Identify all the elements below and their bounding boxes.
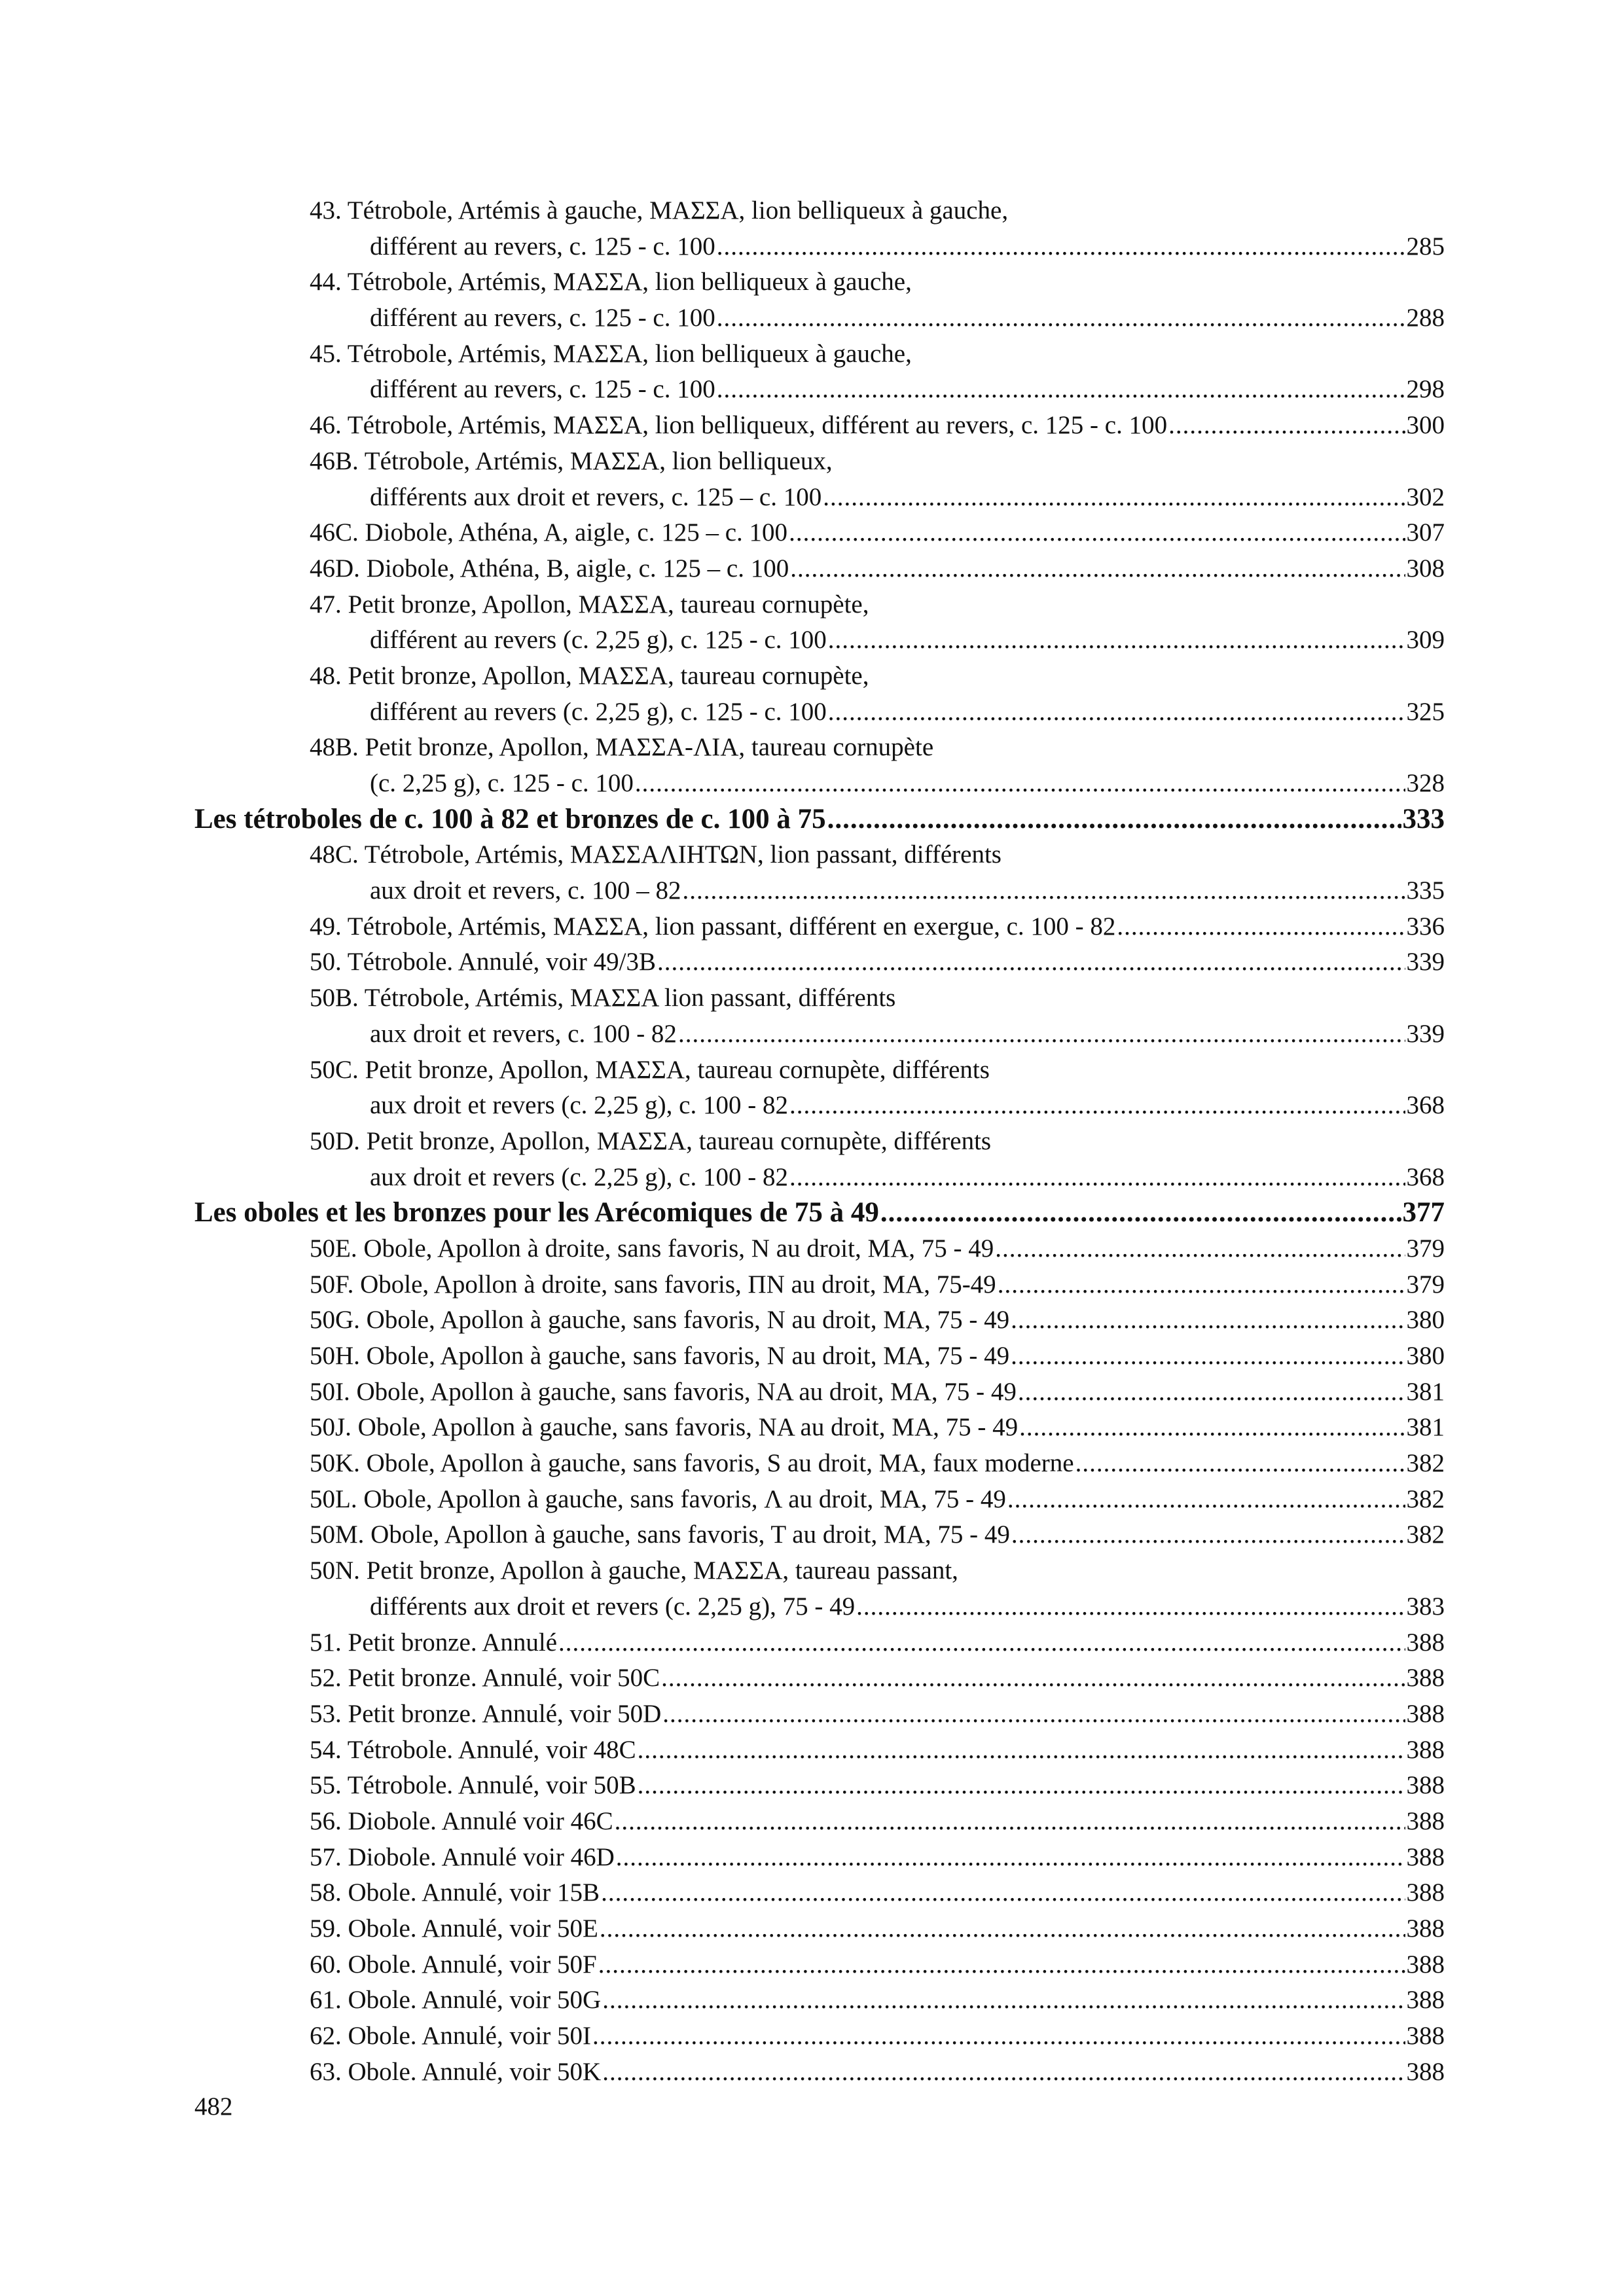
toc-entry-line	[310, 1410, 1445, 1446]
toc-entry	[194, 1625, 1445, 1661]
toc-entry-line	[370, 229, 1445, 265]
toc-entry	[194, 1517, 1445, 1553]
toc-entry-page-number: 307	[1406, 518, 1445, 547]
toc-entry-title: 50K. Obole, Apollon à gauche, sans favoris, S au droit, MA, faux moderne	[310, 1449, 1074, 1478]
toc-entry	[194, 1410, 1445, 1446]
toc-entry	[194, 193, 1445, 229]
toc-entry-line	[310, 1231, 1445, 1267]
dot-leader	[682, 873, 1405, 909]
toc-entry-title: 50F. Obole, Apollon à droite, sans favoris, ΠΝ au droit, MA, 75-49	[310, 1270, 996, 1299]
dot-leader	[1117, 909, 1405, 945]
dot-leader	[790, 551, 1405, 587]
toc-entry	[194, 444, 1445, 480]
toc-entry-page-number: 382	[1406, 1449, 1445, 1478]
toc-entry	[194, 264, 1445, 300]
dot-leader	[998, 1267, 1405, 1303]
toc-entry-page-number: 285	[1406, 232, 1445, 260]
toc-entry-title: aux droit et revers (c. 2,25 g), c. 100 - 82	[370, 1091, 788, 1120]
toc-entry-page-number: 302	[1406, 482, 1445, 511]
toc-entry-page-number: 382	[1406, 1484, 1445, 1513]
toc-entry-title: 48. Petit bronze, Apollon, ΜΑΣΣΑ, taureau cornupète,	[310, 661, 869, 690]
dot-leader	[789, 515, 1405, 551]
toc-entry-line	[310, 264, 1445, 300]
toc-entry	[194, 980, 1445, 1016]
toc-entry-line	[310, 1482, 1445, 1518]
dot-leader	[717, 372, 1405, 408]
toc-entry-line	[370, 1088, 1445, 1124]
toc-entry-page-number: 388	[1406, 2057, 1445, 2086]
dot-leader	[615, 1804, 1405, 1840]
toc-entry	[194, 1052, 1445, 1088]
toc-entry	[194, 1302, 1445, 1338]
toc-entry-title: 54. Tétrobole. Annulé, voir 48C	[310, 1735, 636, 1764]
toc-entry-line	[194, 802, 1445, 838]
toc-entry-page-number: 339	[1406, 948, 1445, 977]
dot-leader	[602, 2054, 1405, 2090]
toc-entry-title: 44. Tétrobole, Artémis, ΜΑΣΣΑ, lion belliqueux à gauche,	[310, 268, 912, 296]
toc-entry-line	[310, 193, 1445, 229]
toc-entry-line	[310, 1124, 1445, 1160]
toc-entry	[194, 1124, 1445, 1160]
toc-entry	[194, 766, 1445, 802]
toc-entry	[194, 1231, 1445, 1267]
toc-entry-title: différent au revers, c. 125 - c. 100	[370, 232, 715, 260]
toc-entry	[194, 515, 1445, 551]
toc-entry-title: 51. Petit bronze. Annulé	[310, 1628, 558, 1657]
dot-leader	[1018, 1374, 1405, 1410]
toc-entry-page-number: 382	[1406, 1520, 1445, 1549]
toc-entry-title: 63. Obole. Annulé, voir 50K	[310, 2057, 602, 2086]
toc-entry-title: 50G. Obole, Apollon à gauche, sans favoris, N au droit, MA, 75 - 49	[310, 1306, 1010, 1335]
dot-leader	[592, 2018, 1405, 2054]
toc-entry-title: 50C. Petit bronze, Apollon, ΜΑΣΣΑ, taureau cornupète, différents	[310, 1055, 990, 1084]
toc-entry-page-number: 298	[1406, 375, 1445, 404]
toc-entry-title: aux droit et revers (c. 2,25 g), c. 100 - 82	[370, 1162, 788, 1191]
toc-entry-title: 47. Petit bronze, Apollon, ΜΑΣΣΑ, taureau cornupète,	[310, 590, 869, 619]
toc-entry	[194, 622, 1445, 658]
toc-entry-line	[310, 1840, 1445, 1876]
toc-entry-title: (c. 2,25 g), c. 125 - c. 100	[370, 769, 634, 797]
toc-entry-title: 57. Diobole. Annulé voir 46D	[310, 1842, 615, 1871]
toc-entry-line	[310, 1267, 1445, 1303]
toc-entry-line	[310, 408, 1445, 444]
toc-entry	[194, 1696, 1445, 1732]
toc-entry-line	[310, 1660, 1445, 1696]
toc-entry-title: 50. Tétrobole. Annulé, voir 49/3B	[310, 948, 656, 977]
toc-entry-line	[310, 980, 1445, 1016]
dot-leader	[789, 1160, 1405, 1196]
dot-leader	[638, 1732, 1405, 1768]
toc-entry-title: 50L. Obole, Apollon à gauche, sans favoris, Λ au droit, MA, 75 - 49	[310, 1484, 1006, 1513]
toc-entry-title: 56. Diobole. Annulé voir 46C	[310, 1806, 613, 1835]
toc-entry-title: 50N. Petit bronze, Apollon à gauche, ΜΑΣΣΑ, taureau passant,	[310, 1556, 958, 1585]
toc-entry	[194, 551, 1445, 587]
dot-leader	[828, 694, 1405, 730]
dot-leader	[717, 300, 1405, 336]
dot-leader	[601, 1875, 1405, 1911]
toc-section-heading	[194, 1195, 1445, 1231]
toc-entry	[194, 408, 1445, 444]
toc-entry	[194, 1016, 1445, 1052]
toc-entry-line	[310, 1446, 1445, 1482]
toc-entry-title: 61. Obole. Annulé, voir 50G	[310, 1986, 602, 2015]
toc-entry-line	[310, 1732, 1445, 1768]
dot-leader	[1019, 1410, 1405, 1446]
toc-entry-page-number: 368	[1406, 1162, 1445, 1191]
toc-entry	[194, 944, 1445, 980]
toc-entry-page-number: 388	[1406, 1842, 1445, 1871]
toc-entry-title: 58. Obole. Annulé, voir 15B	[310, 1878, 600, 1907]
toc-entry-line	[310, 944, 1445, 980]
toc-entry-line	[310, 1804, 1445, 1840]
toc-entry-page-number: 388	[1406, 1950, 1445, 1979]
toc-entry-page-number: 377	[1402, 1197, 1445, 1229]
toc-entry-title: 48B. Petit bronze, Apollon, ΜΑΣΣΑ-ΛΙΑ, taureau cornupète	[310, 733, 934, 762]
toc-entry	[194, 587, 1445, 623]
toc-entry	[194, 1947, 1445, 1983]
table-of-contents	[194, 193, 1445, 2090]
toc-entry-line	[310, 1374, 1445, 1410]
toc-entry	[194, 909, 1445, 945]
toc-entry-title: différent au revers (c. 2,25 g), c. 125 - c. 100	[370, 626, 827, 655]
toc-entry-title: 43. Tétrobole, Artémis à gauche, ΜΑΣΣΑ, lion belliqueux à gauche,	[310, 196, 1009, 224]
dot-leader	[635, 766, 1405, 802]
toc-entry	[194, 1338, 1445, 1374]
toc-entry-title: 52. Petit bronze. Annulé, voir 50C	[310, 1664, 660, 1693]
toc-entry-line	[310, 1302, 1445, 1338]
toc-entry	[194, 372, 1445, 408]
toc-entry-page-number: 308	[1406, 554, 1445, 583]
toc-entry-title: aux droit et revers, c. 100 - 82	[370, 1019, 677, 1048]
dot-leader	[856, 1589, 1405, 1625]
toc-entry-line	[310, 730, 1445, 766]
toc-entry-title: 60. Obole. Annulé, voir 50F	[310, 1950, 597, 1979]
toc-entry-page-number: 336	[1406, 912, 1445, 941]
toc-entry-title: différent au revers, c. 125 - c. 100	[370, 375, 715, 404]
toc-entry	[194, 1911, 1445, 1947]
dot-leader	[598, 1947, 1405, 1983]
dot-leader	[657, 944, 1405, 980]
dot-leader	[827, 802, 1401, 838]
toc-entry-line	[310, 515, 1445, 551]
toc-entry-line	[310, 1768, 1445, 1804]
toc-entry	[194, 1160, 1445, 1196]
toc-entry-line	[370, 300, 1445, 336]
toc-entry-line	[310, 658, 1445, 694]
toc-entry-line	[310, 1517, 1445, 1553]
toc-entry-title: 48C. Tétrobole, Artémis, ΜΑΣΣΑΛΙΗΤΩΝ, lion passant, différents	[310, 840, 1001, 869]
toc-entry-line	[310, 2018, 1445, 2054]
toc-entry-page-number: 381	[1406, 1413, 1445, 1442]
toc-entry-title: 50M. Obole, Apollon à gauche, sans favoris, T au droit, MA, 75 - 49	[310, 1520, 1010, 1549]
dot-leader	[717, 229, 1405, 265]
dot-leader	[602, 1982, 1405, 2018]
toc-entry	[194, 2054, 1445, 2090]
dot-leader	[1011, 1302, 1405, 1338]
toc-entry	[194, 837, 1445, 873]
toc-entry-page-number: 388	[1406, 1771, 1445, 1800]
toc-entry-title: 55. Tétrobole. Annulé, voir 50B	[310, 1771, 636, 1800]
toc-entry-page-number: 388	[1406, 2022, 1445, 2051]
toc-entry-line	[310, 1338, 1445, 1374]
toc-entry-line	[310, 336, 1445, 372]
toc-entry-title: différents aux droit et revers, c. 125 – c. 100	[370, 482, 822, 511]
toc-entry-line	[194, 1195, 1445, 1231]
toc-entry-title: différent au revers, c. 125 - c. 100	[370, 304, 715, 332]
toc-entry-title: 46D. Diobole, Athéna, B, aigle, c. 125 – c. 100	[310, 554, 789, 583]
toc-entry-page-number: 379	[1406, 1234, 1445, 1263]
toc-entry	[194, 730, 1445, 766]
dot-leader	[616, 1840, 1405, 1876]
toc-entry-line	[370, 1160, 1445, 1196]
toc-entry	[194, 1374, 1445, 1410]
toc-entry-line	[370, 873, 1445, 909]
dot-leader	[662, 1696, 1405, 1732]
toc-entry-page-number: 379	[1406, 1270, 1445, 1299]
toc-entry-page-number: 388	[1406, 1628, 1445, 1657]
toc-entry-line	[310, 444, 1445, 480]
dot-leader	[638, 1768, 1405, 1804]
toc-entry	[194, 873, 1445, 909]
toc-entry-page-number: 309	[1406, 626, 1445, 655]
toc-entry-title: 50H. Obole, Apollon à gauche, sans favoris, N au droit, MA, 75 - 49	[310, 1342, 1010, 1370]
toc-entry	[194, 1482, 1445, 1518]
toc-entry-title: 50J. Obole, Apollon à gauche, sans favoris, NA au droit, MA, 75 - 49	[310, 1413, 1019, 1442]
toc-entry-title: 49. Tétrobole, Artémis, ΜΑΣΣΑ, lion passant, différent en exergue, c. 100 - 82	[310, 912, 1116, 941]
toc-entry-title: 53. Petit bronze. Annulé, voir 50D	[310, 1699, 662, 1728]
toc-entry-page-number: 388	[1406, 1878, 1445, 1907]
dot-leader	[1011, 1517, 1405, 1553]
toc-entry	[194, 2018, 1445, 2054]
toc-entry	[194, 1589, 1445, 1625]
toc-entry-page-number: 325	[1406, 697, 1445, 726]
dot-leader	[600, 1911, 1405, 1947]
toc-entry-page-number: 383	[1406, 1592, 1445, 1621]
toc-entry-title: 50D. Petit bronze, Apollon, ΜΑΣΣΑ, taureau cornupète, différents	[310, 1126, 992, 1155]
toc-entry-title: Les tétroboles de c. 100 à 82 et bronzes de c. 100 à 75	[194, 803, 826, 834]
toc-entry	[194, 1840, 1445, 1876]
page-number: 482	[194, 2092, 233, 2121]
dot-leader	[880, 1195, 1401, 1231]
toc-entry-title: 50E. Obole, Apollon à droite, sans favoris, N au droit, MA, 75 - 49	[310, 1234, 994, 1263]
toc-entry	[194, 300, 1445, 336]
toc-section-heading	[194, 802, 1445, 838]
toc-entry	[194, 694, 1445, 730]
dot-leader	[558, 1625, 1405, 1661]
toc-entry-line	[310, 837, 1445, 873]
toc-entry-page-number: 335	[1406, 876, 1445, 905]
toc-entry-page-number: 333	[1402, 803, 1445, 834]
toc-entry-title: 50I. Obole, Apollon à gauche, sans favoris, NA au droit, MA, 75 - 49	[310, 1377, 1017, 1406]
dot-leader	[1007, 1482, 1405, 1518]
toc-entry	[194, 229, 1445, 265]
toc-entry-line	[310, 1696, 1445, 1732]
toc-entry-title: 59. Obole. Annulé, voir 50E	[310, 1914, 598, 1943]
toc-entry-line	[310, 2054, 1445, 2090]
toc-entry-page-number: 388	[1406, 1806, 1445, 1835]
toc-entry-title: 46C. Diobole, Athéna, A, aigle, c. 125 – c. 100	[310, 518, 788, 547]
toc-entry-page-number: 288	[1406, 304, 1445, 332]
toc-entry-line	[370, 480, 1445, 516]
toc-entry-line	[370, 694, 1445, 730]
toc-entry	[194, 1267, 1445, 1303]
toc-entry-page-number: 381	[1406, 1377, 1445, 1406]
toc-entry-line	[310, 1982, 1445, 2018]
toc-entry-line	[310, 1625, 1445, 1661]
dot-leader	[789, 1088, 1405, 1124]
toc-entry-title: 62. Obole. Annulé, voir 50I	[310, 2022, 592, 2051]
toc-entry	[194, 480, 1445, 516]
toc-entry-page-number: 388	[1406, 1914, 1445, 1943]
toc-entry-line	[370, 372, 1445, 408]
toc-entry	[194, 1088, 1445, 1124]
toc-entry-page-number: 339	[1406, 1019, 1445, 1048]
toc-entry-line	[310, 1911, 1445, 1947]
toc-entry-line	[370, 1016, 1445, 1052]
toc-entry-line	[310, 1553, 1445, 1589]
toc-entry-line	[310, 909, 1445, 945]
toc-entry	[194, 1875, 1445, 1911]
toc-entry-title: 45. Tétrobole, Artémis, ΜΑΣΣΑ, lion belliqueux à gauche,	[310, 339, 912, 368]
toc-entry	[194, 1660, 1445, 1696]
toc-entry-page-number: 328	[1406, 769, 1445, 797]
toc-entry-page-number: 380	[1406, 1306, 1445, 1335]
toc-entry	[194, 1982, 1445, 2018]
dot-leader	[823, 480, 1405, 516]
toc-entry	[194, 1804, 1445, 1840]
toc-entry-title: 50B. Tétrobole, Artémis, ΜΑΣΣΑ lion passant, différents	[310, 984, 896, 1013]
toc-entry-page-number: 380	[1406, 1342, 1445, 1370]
dot-leader	[1011, 1338, 1405, 1374]
toc-entry-title: 46B. Tétrobole, Artémis, ΜΑΣΣΑ, lion belliqueux,	[310, 446, 833, 475]
toc-entry-title: différent au revers (c. 2,25 g), c. 125 - c. 100	[370, 697, 827, 726]
toc-entry-title: différents aux droit et revers (c. 2,25 g), 75 - 49	[370, 1592, 856, 1621]
toc-entry-title: 46. Tétrobole, Artémis, ΜΑΣΣΑ, lion belliqueux, différent au revers, c. 125 - c. 100	[310, 411, 1168, 440]
dot-leader	[1075, 1446, 1405, 1482]
toc-entry-line	[310, 587, 1445, 623]
toc-entry	[194, 1553, 1445, 1589]
toc-entry-line	[370, 1589, 1445, 1625]
toc-entry-page-number: 388	[1406, 1664, 1445, 1693]
dot-leader	[828, 622, 1405, 658]
dot-leader	[1168, 408, 1405, 444]
toc-entry-page-number: 388	[1406, 1986, 1445, 2015]
toc-entry	[194, 1446, 1445, 1482]
toc-entry-line	[310, 1947, 1445, 1983]
toc-entry-page-number: 388	[1406, 1699, 1445, 1728]
toc-entry-line	[310, 551, 1445, 587]
toc-entry-title: Les oboles et les bronzes pour les Arécomiques de 75 à 49	[194, 1197, 879, 1229]
toc-entry-page-number: 368	[1406, 1091, 1445, 1120]
toc-entry	[194, 1768, 1445, 1804]
toc-entry-line	[310, 1052, 1445, 1088]
toc-entry-title: aux droit et revers, c. 100 – 82	[370, 876, 681, 905]
dot-leader	[995, 1231, 1405, 1267]
toc-entry-line	[370, 622, 1445, 658]
toc-entry-page-number: 388	[1406, 1735, 1445, 1764]
dot-leader	[678, 1016, 1405, 1052]
dot-leader	[661, 1660, 1405, 1696]
toc-entry	[194, 336, 1445, 372]
toc-entry-line	[310, 1875, 1445, 1911]
toc-entry-line	[370, 766, 1445, 802]
toc-entry-page-number: 300	[1406, 411, 1445, 440]
toc-entry	[194, 1732, 1445, 1768]
toc-entry	[194, 658, 1445, 694]
